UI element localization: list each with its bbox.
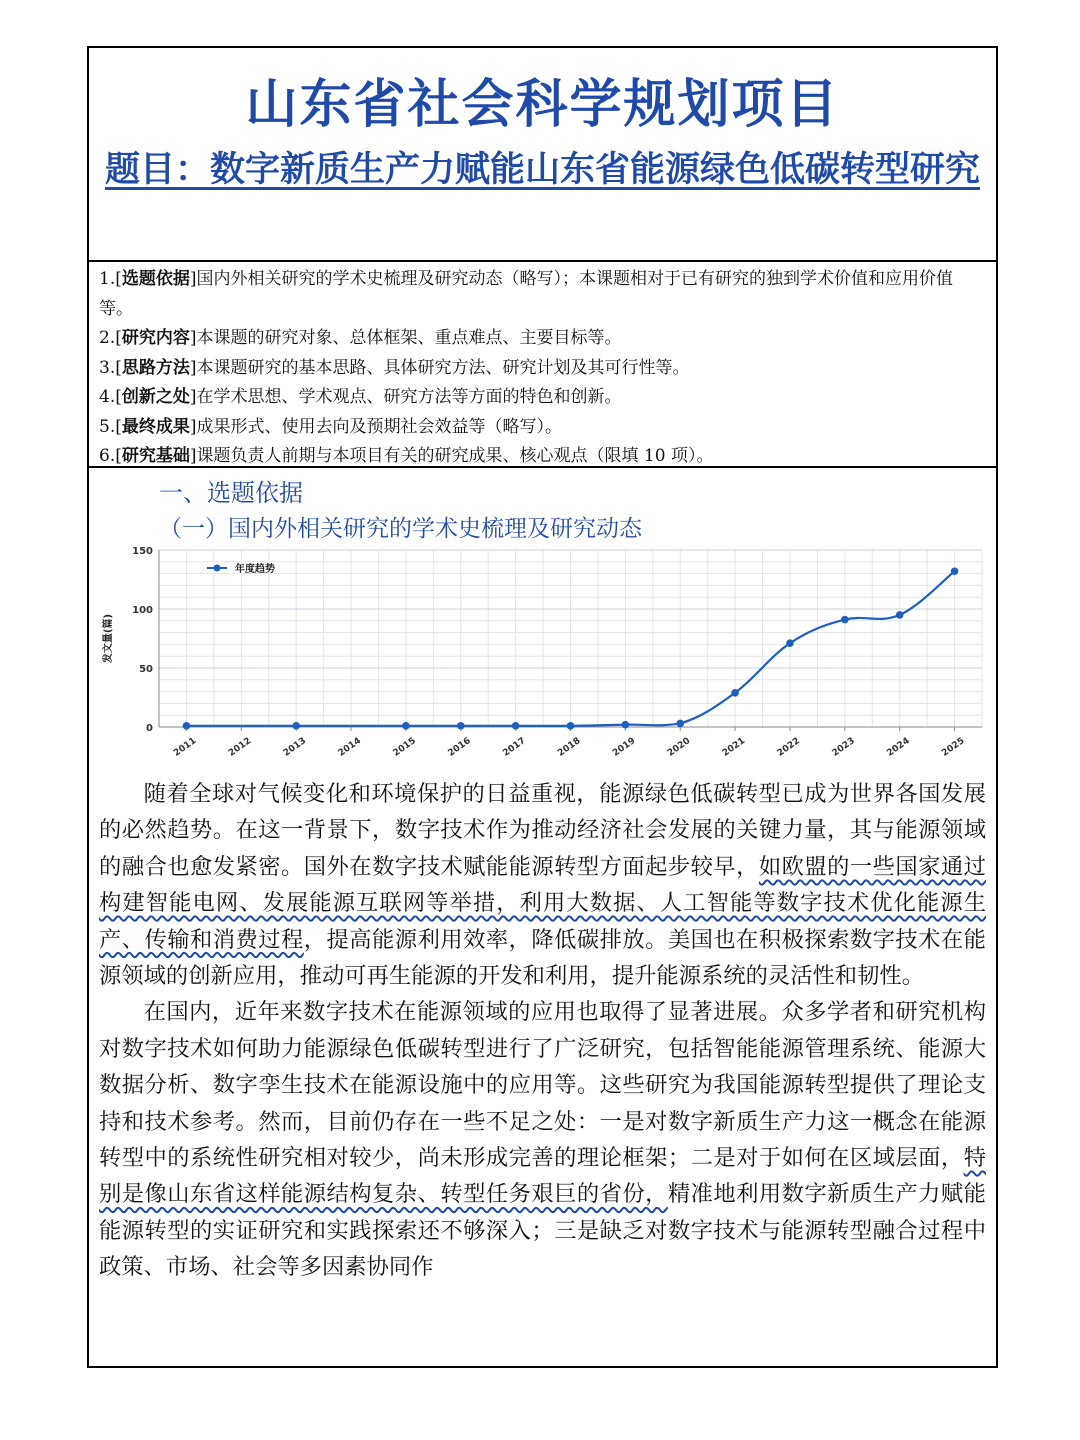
y-tick-label: 0 (146, 723, 153, 734)
paragraph: 随着全球对气候变化和环境保护的日益重视，能源绿色低碳转型已成为世界各国发展的必然趋势。在这一背景下，数字技术作为推动经济社会发展的关键力量，其与能源领域的融合也愈发紧密。国外在数字技术赋能能源转型方面起步较早，如欧盟的一些国家通过构建智能电网、发展能源互联网等举措，利用大数据、人工智能等数字技术优化能源生产、传输和消费过程，提高能源利用效率，降低碳排放。美国也在积极探索数字技术在能源领域的创新应用，推动可再生能源的开发和利用，提升能源系统的灵活性和韧性。 (99, 781, 986, 990)
data-point (896, 611, 904, 619)
y-axis-label: 发文量(篇) (103, 613, 114, 664)
data-point (731, 689, 739, 697)
guide-item: 2.[研究内容]本课题的研究对象、总体框架、重点难点、主要目标等。 (99, 328, 622, 348)
project-subtitle (99, 140, 986, 200)
guide-item: 1.[选题依据]国内外相关研究的学术史梳理及研究动态（略写）；本课题相对于已有研究的独到学术价值和应用价值等。 (99, 269, 954, 319)
body-text (99, 776, 986, 1286)
page-title: 山东省社会科学规划项目 (245, 75, 840, 135)
x-tick-label: 2012 (227, 736, 254, 759)
data-point (676, 720, 684, 728)
guide-item-tag: 研究基础 (121, 446, 190, 466)
y-tick-label: 150 (132, 546, 153, 557)
data-point (841, 616, 849, 624)
x-tick-label: 2011 (172, 736, 199, 759)
guide-item: 6.[研究基础]课题负责人前期与本项目有关的研究成果、核心观点（限填 10 项）。 (99, 446, 714, 466)
data-point (512, 722, 520, 730)
x-tick-label: 2018 (556, 736, 583, 759)
x-tick-label: 2024 (885, 736, 912, 759)
x-tick-label: 2022 (775, 736, 802, 759)
guide-item-tag: 创新之处 (121, 387, 190, 407)
x-tick-label: 2021 (720, 736, 748, 759)
x-tick-label: 2016 (446, 736, 473, 759)
guide-item-tag: 选题依据 (121, 269, 190, 289)
subtitle-text: 题目：数字新质生产力赋能山东省能源绿色低碳转型研究 (104, 150, 980, 190)
section-heading: 一、选题依据 (159, 479, 303, 507)
x-tick-label: 2020 (665, 736, 693, 759)
data-point (183, 722, 191, 730)
guide-item: 4.[创新之处]在学术思想、学术观点、研究方法等方面的特色和创新。 (99, 387, 622, 407)
y-tick-label: 100 (132, 605, 153, 616)
x-tick-label: 2015 (391, 736, 418, 759)
x-tick-label: 2023 (830, 736, 857, 759)
data-point (457, 722, 465, 730)
paragraph: 在国内，近年来数字技术在能源领域的应用也取得了显著进展。众多学者和研究机构对数字技术如何助力能源绿色低碳转型进行了广泛研究，包括智能能源管理系统、能源大数据分析、数字孪生技术在能源设施中的应用等。这些研究为我国能源转型提供了理论支持和技术参考。然而，目前仍存在一些不足之处：一是对数字新质生产力这一概念在能源转型中的系统性研究相对较少，尚未形成完善的理论框架；二是对于如何在区域层面，特别是像山东省这样能源结构复杂、转型任务艰巨的省份，精准地利用数字新质生产力赋能能源转型的实证研究和实践探索还不够深入；三是缺乏对数字技术与能源转型融合过程中政策、市场、社会等多因素协同作 (99, 999, 986, 1281)
data-point (622, 721, 630, 729)
highlighted-text: 特别是像山东省这样能源结构复杂、转型任务艰巨的省份， (99, 1145, 986, 1208)
title-block (89, 48, 996, 262)
x-tick-label: 2017 (501, 736, 528, 759)
data-point (567, 722, 575, 730)
guide-item-tag: 研究内容 (121, 328, 190, 348)
guide-item-tag: 思路方法 (121, 357, 190, 378)
guide-item: 5.[最终成果]成果形式、使用去向及预期社会效益等（略写）。 (99, 416, 563, 437)
highlighted-text: 如欧盟的一些国家通过构建智能电网、发展能源互联网等举措，利用大数据、人工智能等数字技术优化能源生产、传输和消费过程 (99, 853, 986, 953)
guidelines-box (89, 260, 996, 468)
legend-label: 年度趋势 (235, 564, 275, 575)
y-tick-label: 50 (139, 664, 153, 675)
data-point (402, 722, 410, 730)
content-section (89, 468, 996, 1366)
data-point (292, 722, 300, 730)
guide-item-tag: 最终成果 (121, 416, 190, 437)
legend-marker (214, 565, 221, 572)
data-point (786, 639, 794, 647)
document-frame (87, 46, 998, 1368)
data-point (951, 567, 959, 575)
subsection-heading: （一）国内外相关研究的学术史梳理及研究动态 (159, 516, 642, 542)
x-tick-label: 2025 (940, 736, 967, 759)
x-tick-label: 2014 (336, 736, 364, 759)
x-tick-label: 2013 (281, 736, 309, 759)
publication-trend-chart (97, 544, 987, 774)
x-tick-label: 2019 (611, 736, 638, 759)
guide-item: 3.[思路方法]本课题研究的基本思路、具体研究方法、研究计划及其可行性等。 (99, 357, 690, 378)
